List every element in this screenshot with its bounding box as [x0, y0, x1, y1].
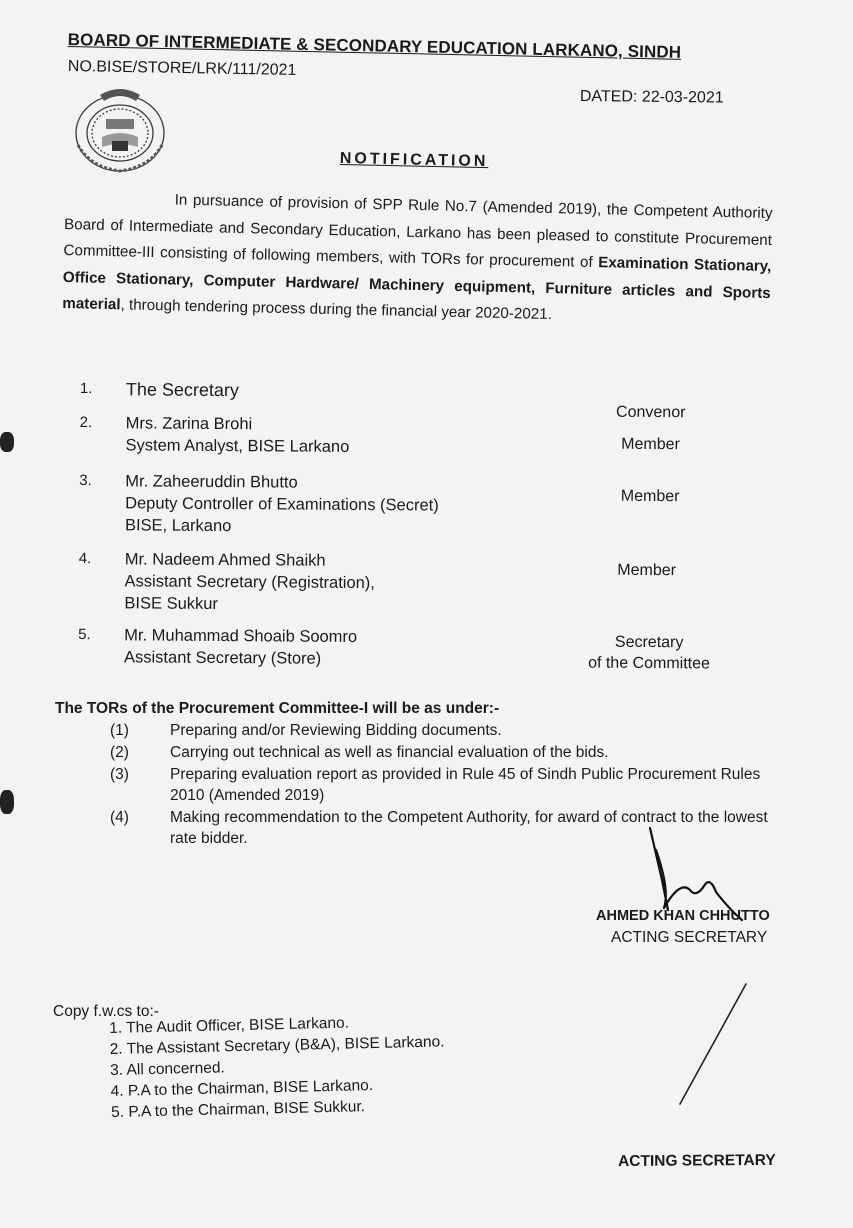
paragraph-text-2: , through tendering process during the financial year 2020-2021.	[120, 296, 553, 324]
member-1	[76, 378, 736, 422]
member-designation: Assistant Secretary (Store)	[123, 648, 322, 668]
member-role: Member	[620, 487, 680, 506]
member-number: 2.	[79, 414, 93, 432]
member-details	[124, 548, 375, 616]
tor-item	[110, 764, 775, 806]
signatory-name: AHMED KHAN CHHUTTO	[596, 908, 770, 924]
copy-item: 3. All concerned.	[109, 1059, 225, 1079]
copy-item: 5. P.A to the Chairman, BISE Sukkur.	[110, 1098, 366, 1121]
member-name: Mr. Nadeem Ahmed Shaikh	[124, 550, 326, 570]
member-name: Mr. Muhammad Shoaib Soomro	[124, 626, 358, 646]
copy-heading: Copy f.w.cs to:-	[53, 1003, 159, 1020]
board-title: BOARD OF INTERMEDIATE & SECONDARY EDUCATION LARKANO, SINDH	[67, 30, 682, 62]
punch-hole	[0, 790, 14, 814]
footer-signatory-title: ACTING SECRETARY	[618, 1151, 776, 1170]
member-number: 1.	[79, 380, 93, 398]
date: DATED: 22-03-2021	[579, 88, 724, 107]
member-role: Member	[617, 561, 677, 580]
tor-number: (4)	[110, 809, 129, 826]
paragraph-text-1: In pursuance of provision of SPP Rule No.7 (Amended 2019), the Competent Authority Board of Intermediate and Secondary Education, Larkano has been pleased to constitute Procurement Committee-III consisting of following members, with TORs for procurement of	[63, 191, 773, 272]
tor-text: Preparing evaluation report as provided in Rule 45 of Sindh Public Procurement Rules 2010 (Amended 2019)	[170, 766, 761, 804]
member-number: 5.	[78, 626, 91, 644]
tor-item	[110, 742, 775, 763]
member-designation: Assistant Secretary (Registration),	[124, 572, 375, 593]
tor-number: (1)	[110, 722, 129, 739]
copy-list	[109, 1010, 446, 1123]
member-role	[574, 631, 724, 674]
member-3	[75, 470, 735, 536]
member-role-line2: of the Committee	[588, 654, 710, 673]
punch-hole	[0, 432, 14, 452]
member-details	[125, 412, 349, 458]
tor-text: Carrying out technical as well as financial evaluation of the bids.	[170, 744, 609, 761]
member-designation: Deputy Controller of Examinations (Secret)	[125, 494, 439, 515]
member-4	[75, 548, 735, 613]
tor-item	[110, 720, 775, 741]
paragraph-bold-items: Examination Stationary, Office Stationary, Computer Hardware/ Machinery equipment, Furniture articles and Sports material	[62, 254, 772, 314]
member-designation: System Analyst, BISE Larkano	[125, 436, 350, 456]
board-seal-icon	[70, 85, 170, 180]
member-name: Mr. Zaheeruddin Bhutto	[125, 472, 298, 492]
member-details	[124, 624, 357, 670]
member-role-line1: Secretary	[614, 633, 684, 652]
committee-members	[74, 378, 736, 683]
member-role: Convenor	[616, 403, 686, 422]
tor-number: (2)	[110, 744, 129, 761]
tors-heading: The TORs of the Procurement Committee-I will be as under:-	[55, 700, 500, 717]
member-name: Mrs. Zarina Brohi	[125, 414, 253, 434]
notification-paragraph	[62, 185, 773, 334]
reference-number: NO.BISE/STORE/LRK/111/2021	[67, 58, 297, 79]
tor-number: (3)	[110, 766, 129, 783]
copy-item: 2. The Assistant Secretary (B&A), BISE Larkano.	[109, 1033, 445, 1058]
member-office: BISE, Larkano	[124, 516, 232, 536]
tor-text: Making recommendation to the Competent Authority, for award of contract to the lowest rate bidder.	[170, 809, 768, 847]
member-office: BISE Sukkur	[124, 594, 219, 613]
member-details	[125, 470, 439, 538]
copy-item: 1. The Audit Officer, BISE Larkano.	[109, 1014, 350, 1037]
notification-heading: NOTIFICATION	[339, 150, 489, 171]
signatory-title: ACTING SECRETARY	[611, 929, 768, 946]
tor-text: Preparing and/or Reviewing Bidding documents.	[170, 722, 502, 739]
copy-item: 4. P.A to the Chairman, BISE Larkano.	[110, 1077, 374, 1100]
member-number: 4.	[78, 550, 92, 568]
initials-signature-icon	[670, 980, 760, 1110]
member-number: 3.	[79, 472, 92, 490]
member-name: The Secretary	[125, 379, 240, 401]
member-5	[74, 624, 734, 673]
member-role: Member	[621, 435, 680, 454]
